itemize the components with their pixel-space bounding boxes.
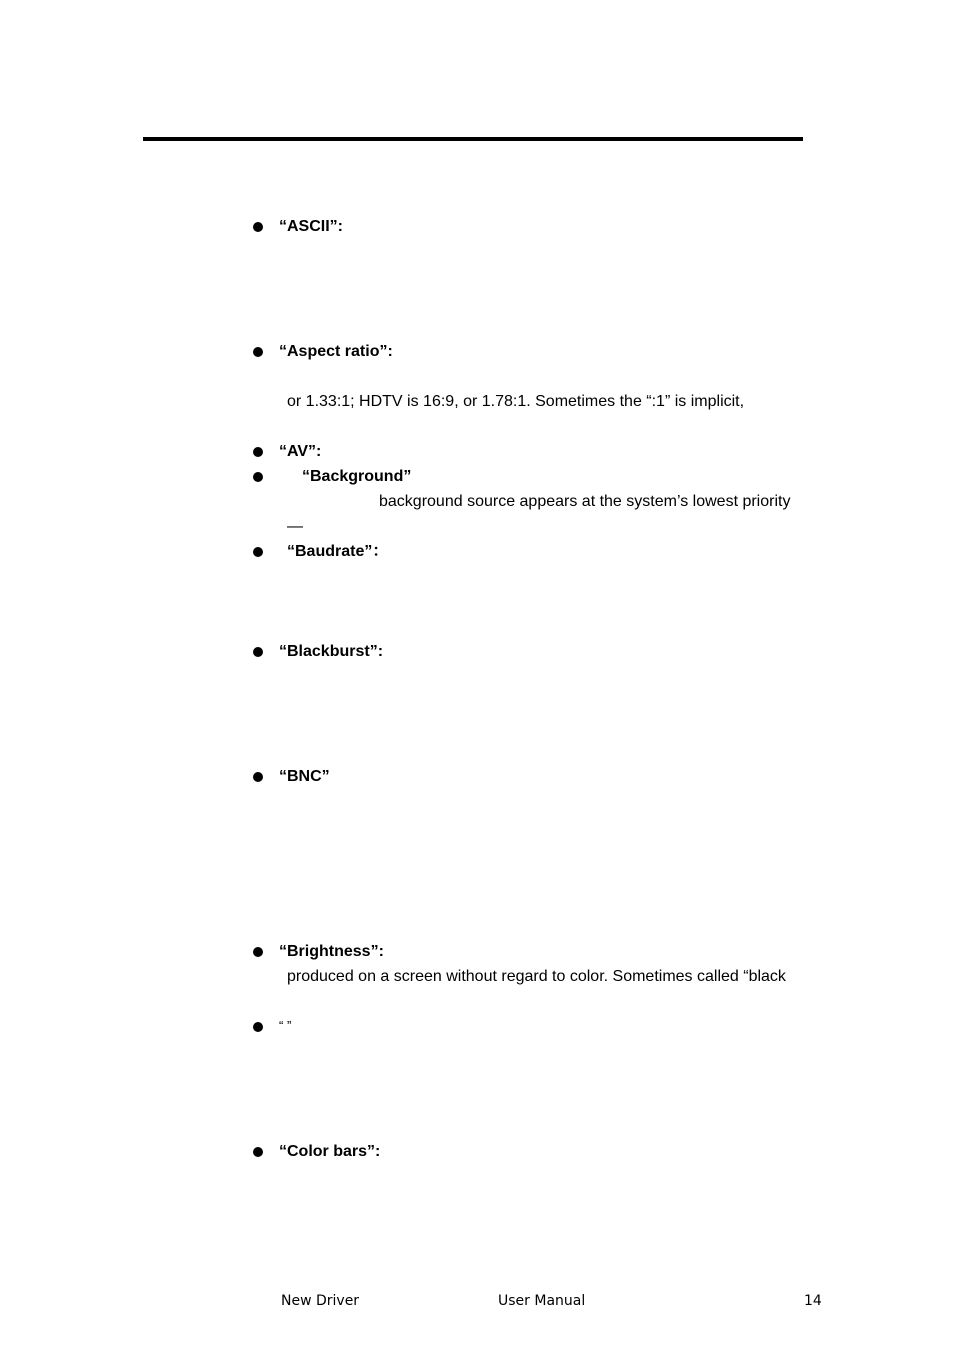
- term-baudrate: “Baudrate”：: [287, 543, 389, 560]
- background-text: background source appears at the system’s lowest priority: [379, 493, 791, 510]
- bullet-brightness: [253, 947, 263, 957]
- footer-document-title: User Manual: [498, 1293, 586, 1309]
- term-bnc: “BNC”: [279, 768, 330, 785]
- bullet-background: [253, 472, 263, 482]
- bullet-blank-term: [253, 1022, 263, 1032]
- term-ascii: “ASCII”:: [279, 218, 343, 235]
- background-dash: —: [287, 518, 303, 535]
- footer-product-name: New Driver: [281, 1293, 360, 1309]
- bullet-ascii: [253, 222, 263, 232]
- header-rule: [143, 137, 803, 141]
- bullet-bnc: [253, 772, 263, 782]
- aspect-ratio-text: or 1.33:1; HDTV is 16:9, or 1.78:1. Sometimes the “:1” is implicit,: [287, 393, 745, 410]
- term-brightness: “Brightness”:: [279, 943, 384, 960]
- footer-page-number: 14: [804, 1293, 822, 1309]
- term-av: “AV”:: [279, 443, 322, 460]
- term-color-bars: “Color bars”:: [279, 1143, 381, 1160]
- bullet-av: [253, 447, 263, 457]
- brightness-text: produced on a screen without regard to color. Sometimes called “black: [287, 968, 786, 985]
- term-aspect-ratio: “Aspect ratio”:: [279, 343, 393, 360]
- term-blackburst: “Blackburst”:: [279, 643, 384, 660]
- bullet-blackburst: [253, 647, 263, 657]
- bullet-color-bars: [253, 1147, 263, 1157]
- term-background: “Background”: [302, 468, 412, 485]
- term-blank: “ ”: [279, 1018, 292, 1033]
- bullet-baudrate: [253, 547, 263, 557]
- bullet-aspect-ratio: [253, 347, 263, 357]
